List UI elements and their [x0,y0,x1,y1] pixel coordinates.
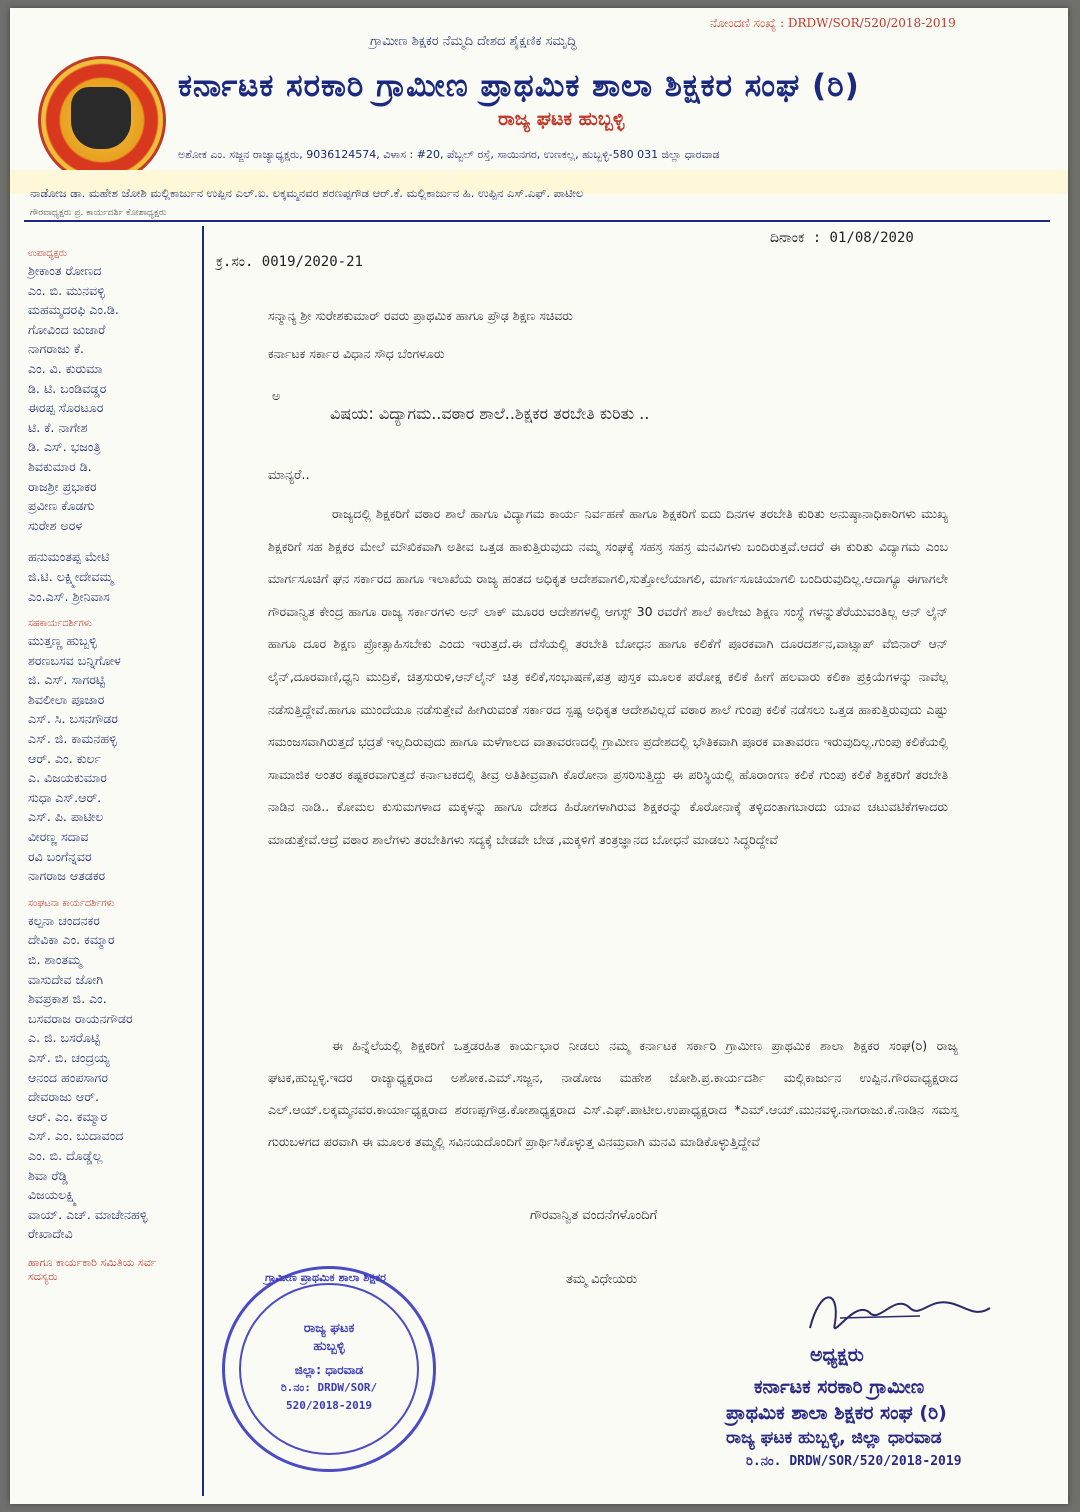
seal-line-3: ಜಿಲ್ಲಾ: ಧಾರವಾಡ [294,1363,364,1377]
member-name: ಜಿ. ಎಸ್. ಸಾಗರಟ್ಟಿ [28,672,106,688]
body-paragraph-2: ಈ ಹಿನ್ನೆಲೆಯಲ್ಲಿ ಶಿಕ್ಷಕರಿಗೆ ಒತ್ತಡರಹಿತ ಕಾರ್ಯಭಾರ ನೀಡಲು ನಮ್ಮ ಕರ್ನಾಟಕ ಸರ್ಕಾರಿ ಗ್ರಾಮೀಣ ಪ್ರಾಥಮಿಕ ಶಾಲಾ ಶಿಕ್ಷಕರ ಸಂಘ(ರಿ) ರಾಜ್ಯ ಘಟಕ,ಹುಬ್ಬಳ್ಳಿ.ಇದರ ರಾಜ್ಯಾಧ್ಯಕ್ಷರಾದ ಅಶೋಕ.ಎಮ್.ಸಜ್ಜನ, ನಾಡೋಜ ಮಹೇಶ ಜೋಶಿ.ಪ್ರ.ಕಾರ್ಯದರ್ಶಿ ಮಲ್ಲಿಕಾರ್ಜುನ ಉಪ್ಪಿನ.ಗೌರವಾಧ್ಯಕ್ಷರಾದ ಎಲ್.ಆಯ್.ಲಕ್ಕಮ್ಮನವರ.ಕಾರ್ಯಾಧ್ಯಕ್ಷರಾದ ಶರಣಪ್ಪಗೌಡ್ರ.ಕೋಶಾಧ್ಯಕ್ಷರಾದ ಎಸ್.ಎಫ್.ಪಾಟೀಲ.ಉಪಾಧ್ಯಕ್ಷರಾದ *ಎಮ್.ಆಯ್.ಮುನವಳ್ಳಿ.ನಾಗರಾಜು.ಕೆ.ನಾಡಿನ ಸಮಸ್ತ ಗುರುಬಳಗದ ಪರವಾಗಿ ಈ ಮೂಲಕ ತಮ್ಮಲ್ಲಿ ಸವಿನಯದೊಂದಿಗೆ ಪ್ರಾರ್ಥಿಸಿಕೊಳ್ಳುತ್ತ ವಿನಮ್ರವಾಗಿ ಮನವಿ ಮಾಡಿಕೊಳ್ಳುತ್ತಿದ್ದೇವೆ [268,1038,958,1149]
member-name: ಪ್ರವೀಣ ಕೊಡಗು [28,498,95,514]
organization-name: ಕರ್ನಾಟಕ ಸರಕಾರಿ ಗ್ರಾಮೀಣ ಪ್ರಾಥಮಿಕ ಶಾಲಾ ಶಿಕ್ಷಕರ ಸಂಘ (ರಿ) [178,68,860,104]
member-name: ಎ. ವಿಜಯಕುಮಾರ [28,770,107,786]
office-bearers-roles: ಗೌರವಾಧ್ಯಕ್ಷರು ಪ್ರ. ಕಾರ್ಯದರ್ಶಿ ಕೋಶಾಧ್ಯಕ್ಷರು [30,208,167,218]
member-name: ಆನಂದ ಹಂಪಸಾಗರ [28,1069,109,1085]
seal-ring-text: ಗ್ರಾಮೀಣ ಪ್ರಾಥಮಿಕ ಶಾಲಾ ಶಿಕ್ಷಕರ [265,1271,386,1284]
member-name: ಶಿವಪ್ರಕಾಶ ಜಿ. ಎಂ. [28,991,107,1007]
sidebar-heading: ಉಪಾಧ್ಯಕ್ಷರು [28,248,67,259]
member-name: ಡಿ. ಟಿ. ಬಂಡಿವಡ್ಡರ [28,380,107,396]
member-name: ಮುತ್ತಣ್ಣ ಹುಬ್ಬಳ್ಳಿ [28,633,97,649]
member-name: ದೇವರಾಜು ಆರ್. [28,1089,99,1105]
seal-line-4: ರಿ.ನಂ: DRDW/SOR/ [280,1381,378,1394]
signatory-org-line-3: ರಾಜ್ಯ ಘಟಕ ಹುಬ್ಬಳ್ಳಿ, ಜಿಲ್ಲಾ ಧಾರವಾಡ [726,1428,942,1448]
sidebar-heading: ಸಂಘಟನಾ ಕಾರ್ಯದರ್ಶಿಗಳು [28,897,115,909]
sidebar-group [28,547,204,606]
signatory-title: ಅಧ್ಯಕ್ಷರು [810,1344,864,1366]
member-name: ಜಿ.ಟಿ. ಲಕ್ಷ್ಮೀದೇವಮ್ಮ [28,568,114,584]
member-name: ಎಸ್. ಎಂ. ಬುದಾವಂದ [28,1128,124,1144]
member-name: ಎಂ. ವಿ. ಕುರುಮಾ [28,360,103,376]
member-name: ಎಸ್. ಪಿ. ಪಾಟೀಲ [28,809,104,825]
member-name: ಬಸವರಾಜ ರಾಯನಗೌಡರ [28,1010,133,1026]
member-name: ಡಿ. ಎಸ್. ಭಜಂತ್ರಿ [28,439,101,455]
recipient-marker: ಅ [272,388,281,403]
members-sidebar [28,248,204,1296]
header-tagline: ಗ್ರಾಮೀಣ ಶಿಕ್ಷಕರ ನೆಮ್ಮದಿ ದೇಶದ ಶೈಕ್ಷಣಿಕ ಸಮೃದ್ಧಿ [370,34,577,49]
sidebar-heading: ಸಹಕಾರ್ಯದರ್ಶಿಗಳು [28,618,92,630]
member-name: ನಾಗರಾಜ ಆತಡಕರ [28,868,106,884]
member-name: ಶ್ರೀಕಾಂತ ರೋಣದ [28,263,102,278]
yours-faithfully: ತಮ್ಮ ವಿಧೇಯರು [566,1272,638,1287]
member-name: ಎಸ್. ಬಿ. ಚಂದ್ರಯ್ಯ [28,1049,110,1065]
member-name: ಶರಣಬಸವ ಬನ್ನಿಗೋಳ [28,652,121,668]
official-seal [222,1266,436,1472]
letter-date: ದಿನಾಂಕ : 01/08/2020 [770,230,914,246]
member-name: ಎ. ಜಿ. ಬಸರೊಟ್ಟಿ [28,1030,101,1046]
member-name: ರೇಖಾದೇವಿ [28,1226,73,1242]
member-name: ಈರಪ್ಪ ಸೊರಟೂರ [28,400,104,416]
registration-number: ನೋಂದಣಿ ಸಂಖ್ಯೆ : DRDW/SOR/520/2018-2019 [710,16,956,30]
closing-greeting: ಗೌರವಾನ್ವಿತ ವಂದನೆಗಳೊಂದಿಗೆ [530,1208,658,1223]
member-name: ಶಿವಲೀಲಾ ಪೂಜಾರ [28,691,105,707]
member-name: ಆರ್. ಎಂ. ಕುರ್ಲ [28,750,102,766]
sidebar-group [28,898,204,1244]
header-divider [24,220,1050,222]
member-name: ಹನುಮಂತಪ್ಪ ಮೇಟಿ [28,549,110,565]
member-name: ಎಂ. ಬಿ. ದೊಡ್ಡೆಲ್ಲ [28,1147,103,1163]
sidebar-group [28,1256,204,1284]
signatory-org-line-2: ಪ್ರಾಥಮಿಕ ಶಾಲಾ ಶಿಕ್ಷಕರ ಸಂಘ (ರಿ) [726,1402,947,1424]
office-bearers: ನಾಡೋಜ ಡಾ. ಮಹೇಶ ಜೋಶಿ ಮಲ್ಲಿಕಾರ್ಜುನ ಉಪ್ಪಿನ ಎಲ್.ಐ. ಲಕ್ಕಮ್ಮನವರ ಶರಣಪ್ಪಗೌಡ ಆರ್.ಕೆ. ಮಲ್ಲಿಕಾರ್ಜುನ ಹಿ. ಉಪ್ಪಿನ ಎಸ್.ಎಫ್. ಪಾಟೀಲ [30,186,584,200]
member-name: ಸುಧಾ ಎಸ್.ಆರ್. [28,789,102,805]
organization-address: ಅಶೋಕ ಎಂ. ಸಜ್ಜನ ರಾಜ್ಯಾಧ್ಯಕ್ಷರು, 9036124574, ವಿಳಾಸ : #20, ಪೆಬ್ಬಲ್ ರಸ್ತೆ, ಸಾಯಿನಗರ, ಉಣಕಲ್ಲ, ಹುಬ್ಬಳ್ಳಿ-580 031 ಜಿಲ್ಲಾ ಧಾರವಾಡ [178,148,720,161]
signatory-org-line-1: ಕರ್ನಾಟಕ ಸರಕಾರಿ ಗ್ರಾಮೀಣ [754,1376,925,1398]
member-name: ದೇವಿಕಾ ಎಂ. ಕಮ್ಮಾರ [28,932,115,948]
member-name: ಶಿವಾ ರೆಡ್ಡಿ [28,1167,68,1183]
letter-subject: ವಿಷಯ: ವಿದ್ಯಾಗಮ..ವಠಾರ ಶಾಲೆ..ಶಿಕ್ಷಕರ ತರಬೇತಿ ಕುರಿತು .. [330,404,650,423]
member-name: ಎಸ್. ಜಿ. ಕಾಮನಹಳ್ಳಿ [28,731,117,747]
member-name: ಎಸ್. ಸಿ. ಬಸನಗೌಡರ [28,711,118,727]
sidebar-group [28,618,204,886]
member-name: ನಾಗರಾಜು ಕೆ. [28,341,85,357]
seal-line-5: 520/2018-2019 [285,1399,373,1412]
salutation: ಮಾನ್ಯರೆ.. [268,468,310,483]
recipient-line-1: ಸನ್ಮಾನ್ಯ ಶ್ರೀ ಸುರೇಶಕುಮಾರ್ ರವರು ಪ್ರಾಥಮಿಕ ಹಾಗೂ ಪ್ರೌಢ ಶಿಕ್ಷಣ ಸಚಿವರು [268,308,573,323]
member-name: ಕಲ್ಪನಾ ಚಂದನಕರ [28,912,100,928]
signatory-registration: ರಿ.ನಂ. DRDW/SOR/520/2018-2019 [746,1454,962,1469]
member-name: ವಿಜಯಲಕ್ಷ್ಮಿ [28,1187,77,1203]
sidebar-heading: ಹಾಗೂ ಕಾರ್ಯಕಾರಿ ಸಮಿತಿಯ ಸರ್ವ ಸದಸ್ಯರು [28,1255,157,1283]
seal-line-2: ಹುಬ್ಬಳ್ಳಿ [313,1339,345,1354]
letter-page [10,8,1068,1504]
member-name: ಶಿವಕುಮಾರ ಡಿ. [28,458,92,474]
sidebar-group [28,248,204,535]
member-name: ಸುರೇಶ ಅರಳ [28,517,83,533]
member-name: ಗೋವಿಂದ ಜುಜಾರೆ [28,321,106,337]
member-name: ರಾಜಶ್ರೀ ಪ್ರಭಾಕರ [28,478,97,494]
member-name: ಎಂ. ಬಿ. ಮುನವಳ್ಳಿ [28,282,105,298]
seal-line-1: ರಾಜ್ಯ ಘಟಕ [303,1321,355,1336]
member-name: ವೀರಣ್ಣ ಸದಾವ [28,829,89,845]
member-name: ರವಿ ಬಂಗೆನ್ನವರ [28,848,92,864]
member-name: ಟಿ. ಕೆ. ನಾಗೇಶ [28,419,88,435]
organization-unit: ರಾಜ್ಯ ಘಟಕ ಹುಬ್ಬಳ್ಳಿ [498,108,625,130]
recipient-line-2: ಕರ್ನಾಟಕ ಸರ್ಕಾರ ವಿಧಾನ ಸೌಧ ಬೆಂಗಳೂರು [268,346,445,361]
organization-logo-icon [38,56,166,184]
member-name: ವಾಯ್. ಎಚ್. ಮಾಚೇನಹಳ್ಳಿ [28,1206,148,1222]
member-name: ಎಂ.ಎಸ್. ಶ್ರೀನಿವಾಸ [28,588,110,604]
body-paragraph-1: ರಾಜ್ಯದಲ್ಲಿ ಶಿಕ್ಷಕರಿಗೆ ವಠಾರ ಶಾಲೆ ಹಾಗೂ ವಿದ್ಯಾಗಮ ಕಾರ್ಯ ನಿರ್ವಹಣೆ ಹಾಗೂ ಶಿಕ್ಷಕರಿಗೆ ಐದು ದಿನಗಳ ತರಬೇತಿ ಕುರಿತು ಅನುಷ್ಠಾನಾಧಿಕಾರಿಗಳು ಮುಖ್ಯ ಶಿಕ್ಷಕರಿಗೆ ಸಹ ಶಿಕ್ಷಕರ ಮೇಲೆ ಮೌಖಿಕವಾಗಿ ಅತೀವ ಒತ್ತಡ ಹಾಕುತ್ತಿರುವುದು ನಮ್ಮ ಸಂಘಕ್ಕೆ ಸಹಸ್ರ ಸಹಸ್ರ ಮನವಿಗಳು ಬಂದಿರುತ್ತವೆ.ಆದರೆ ಈ ಕುರಿತು ವಿದ್ಯಾಗಮ ಎಂಬ ಮಾರ್ಗಸೂಚಿಗೆ ಘನ ಸರ್ಕಾರದ ಹಾಗೂ ಇಲಾಖೆಯ ರಾಜ್ಯ ಹಂತದ ಅಧಿಕೃತ ಆದೇಶವಾಗಲಿ,ಸುತ್ತೋಲೆಯಾಗಲಿ, ಮಾರ್ಗಸೂಚಿಯಾಗಲಿ ಬಂದಿರುವುದಿಲ್ಲ.ಆದಾಗ್ಯೂ ಈಗಾಗಲೇ ಗೌರವಾನ್ವಿತ ಕೇಂದ್ರ ಹಾಗೂ ರಾಜ್ಯ ಸರ್ಕಾರಗಳು ಅನ್ ಲಾಕ್ ಮೂರರ ಆದೇಶಗಳಲ್ಲಿ ಆಗಸ್ಟ್ 30 ರವರೆಗೆ ಶಾಲೆ ಕಾಲೇಜು ಶಿಕ್ಷಣ ಸಂಸ್ಥೆ ಗಳನ್ನುತೆರೆಯುವಂತಿಲ್ಲ ಆನ್ ಲೈನ್ ಹಾಗೂ ದೂರ ಶಿಕ್ಷಣ ಪ್ರೋತ್ಸಾಹಿಸಬೇಕು ಎಂದು ಇರುತ್ತದೆ.ಈ ದೆಸೆಯಲ್ಲಿ ತರಬೇತಿ ಬೋಧನ ಹಾಗೂ ಕಲಿಕೆಗೆ ಪೂರಕವಾಗಿ ದೂರದರ್ಶನ,ವಾಟ್ಸಾಪ್ ವೆಬಿನಾರ್ ಆನ್ ಲೈನ್,ದೂರವಾಣಿ,ಧ್ವನಿ ಮುದ್ರಿಕೆ, ಚಿತ್ರಸುರುಳಿ,ಆನ್‌ಲೈನ್ ಚಿತ್ರ ಕಲಿಕೆ,ಸಂಭಾಷಣೆ,ಪತ್ರ ಪುಸ್ತಕ ಮೂಲಕ ಪರೋಕ್ಷ ಕಲಿಕೆ ಹೀಗೆ ಹಲವಾರು ಕಲಿಕಾ ಪ್ರಕ್ರಿಯೆಗಳನ್ನು ನಾವೆಲ್ಲ ನಡೆಸುತ್ತಿದ್ದೇವೆ.ಹಾಗೂ ಮುಂದೆಯೂ ನಡೆಸುತ್ತೇವೆ ಹೀಗಿರುವಂತೆ ಸರ್ಕಾರದ ಸ್ಪಷ್ಟ ಅಧಿಕೃತ ಆದೇಶವಿಲ್ಲದೆ ವಠಾರ ಶಾಲೆ ಗುಂಪು ಕಲಿಕೆ ನಡೆಸಲು ಒತ್ತಡ ಹಾಕುತ್ತಿರುವುದು ಎಷ್ಟು ಸಮಂಜಸವಾಗಿರುತ್ತದೆ ಭದ್ರತೆ ಇಲ್ಲದಿರುವುದು ಹಾಗೂ ಮಳೆಗಾಲದ ವಾತಾವರಣದಲ್ಲಿ ಗ್ರಾಮೀಣ ಪ್ರದೇಶದಲ್ಲಿ ಭೌತಿಕವಾಗಿ ಪೂರಕ ವಾತಾವರಣ ಇರುವುದಿಲ್ಲ.ಗುಂಪು ಕಲಿಕೆಯಲ್ಲಿ ಸಾಮಾಜಿಕ ಅಂತರ ಕಷ್ಟಕರವಾಗುತ್ತದೆ ಕರ್ನಾಟಕದಲ್ಲಿ ತೀವ್ರ ಅತಿತೀವ್ರವಾಗಿ ಕೊರೋನಾ ಪ್ರಸರಿಸುತ್ತಿದ್ದು ಈ ಪರಿಸ್ಥಿಯಲ್ಲಿ ಹೊರಾಂಗಣ ಕಲಿಕೆ ಗುಂಪು ಕಲಿಕೆ ಶಿಕ್ಷಕರಿಗೆ ತರಬೇತಿ ನಾಡಿನ ನಾಡಿ.. ಕೋಮಲ ಕುಸುಮಗಳಾದ ಮಕ್ಕಳನ್ನು ಹಾಗೂ ದೇಶದ ಹಿರೋಗಳಾಗಿರುವ ಶಿಕ್ಷಕರನ್ನು ಕೊರೋನಾಕ್ಕೆ ತಳ್ಳಿದಂತಾಗಬಾರದು ಯಾವ ಚಟುವಟಿಕೆಗಳಾದರು ಮಾಡುತ್ತೇವೆ.ಆದ್ರೆ ವಠಾರ ಶಾಲೆಗಳು ತರಬೇತಿಗಳು ಸದ್ಯಕ್ಕೆ ಬೇಡವೇ ಬೇಡ ,ಮಕ್ಕಳಿಗೆ ತಂತ್ರಜ್ಞಾನದ ಬೋಧನೆ ಮಾಡಲು ಸಿದ್ಧರಿದ್ದೇವೆ [268,506,948,847]
member-name: ಆರ್. ಎಂ. ಕಮ್ಮಾರ [28,1108,108,1124]
signature-icon [800,1278,1000,1348]
member-name: ವಾಸುದೇವ ಜೋಗಿ [28,971,104,987]
member-name: ಬಿ. ಶಾಂತಮ್ಮ [28,952,82,967]
reference-number: ಕ್ರ.ಸಂ. 0019/2020-21 [216,254,363,270]
member-name: ಮಹಮ್ಮದರಫಿ ಎಂ.ಡಿ. [28,302,119,318]
